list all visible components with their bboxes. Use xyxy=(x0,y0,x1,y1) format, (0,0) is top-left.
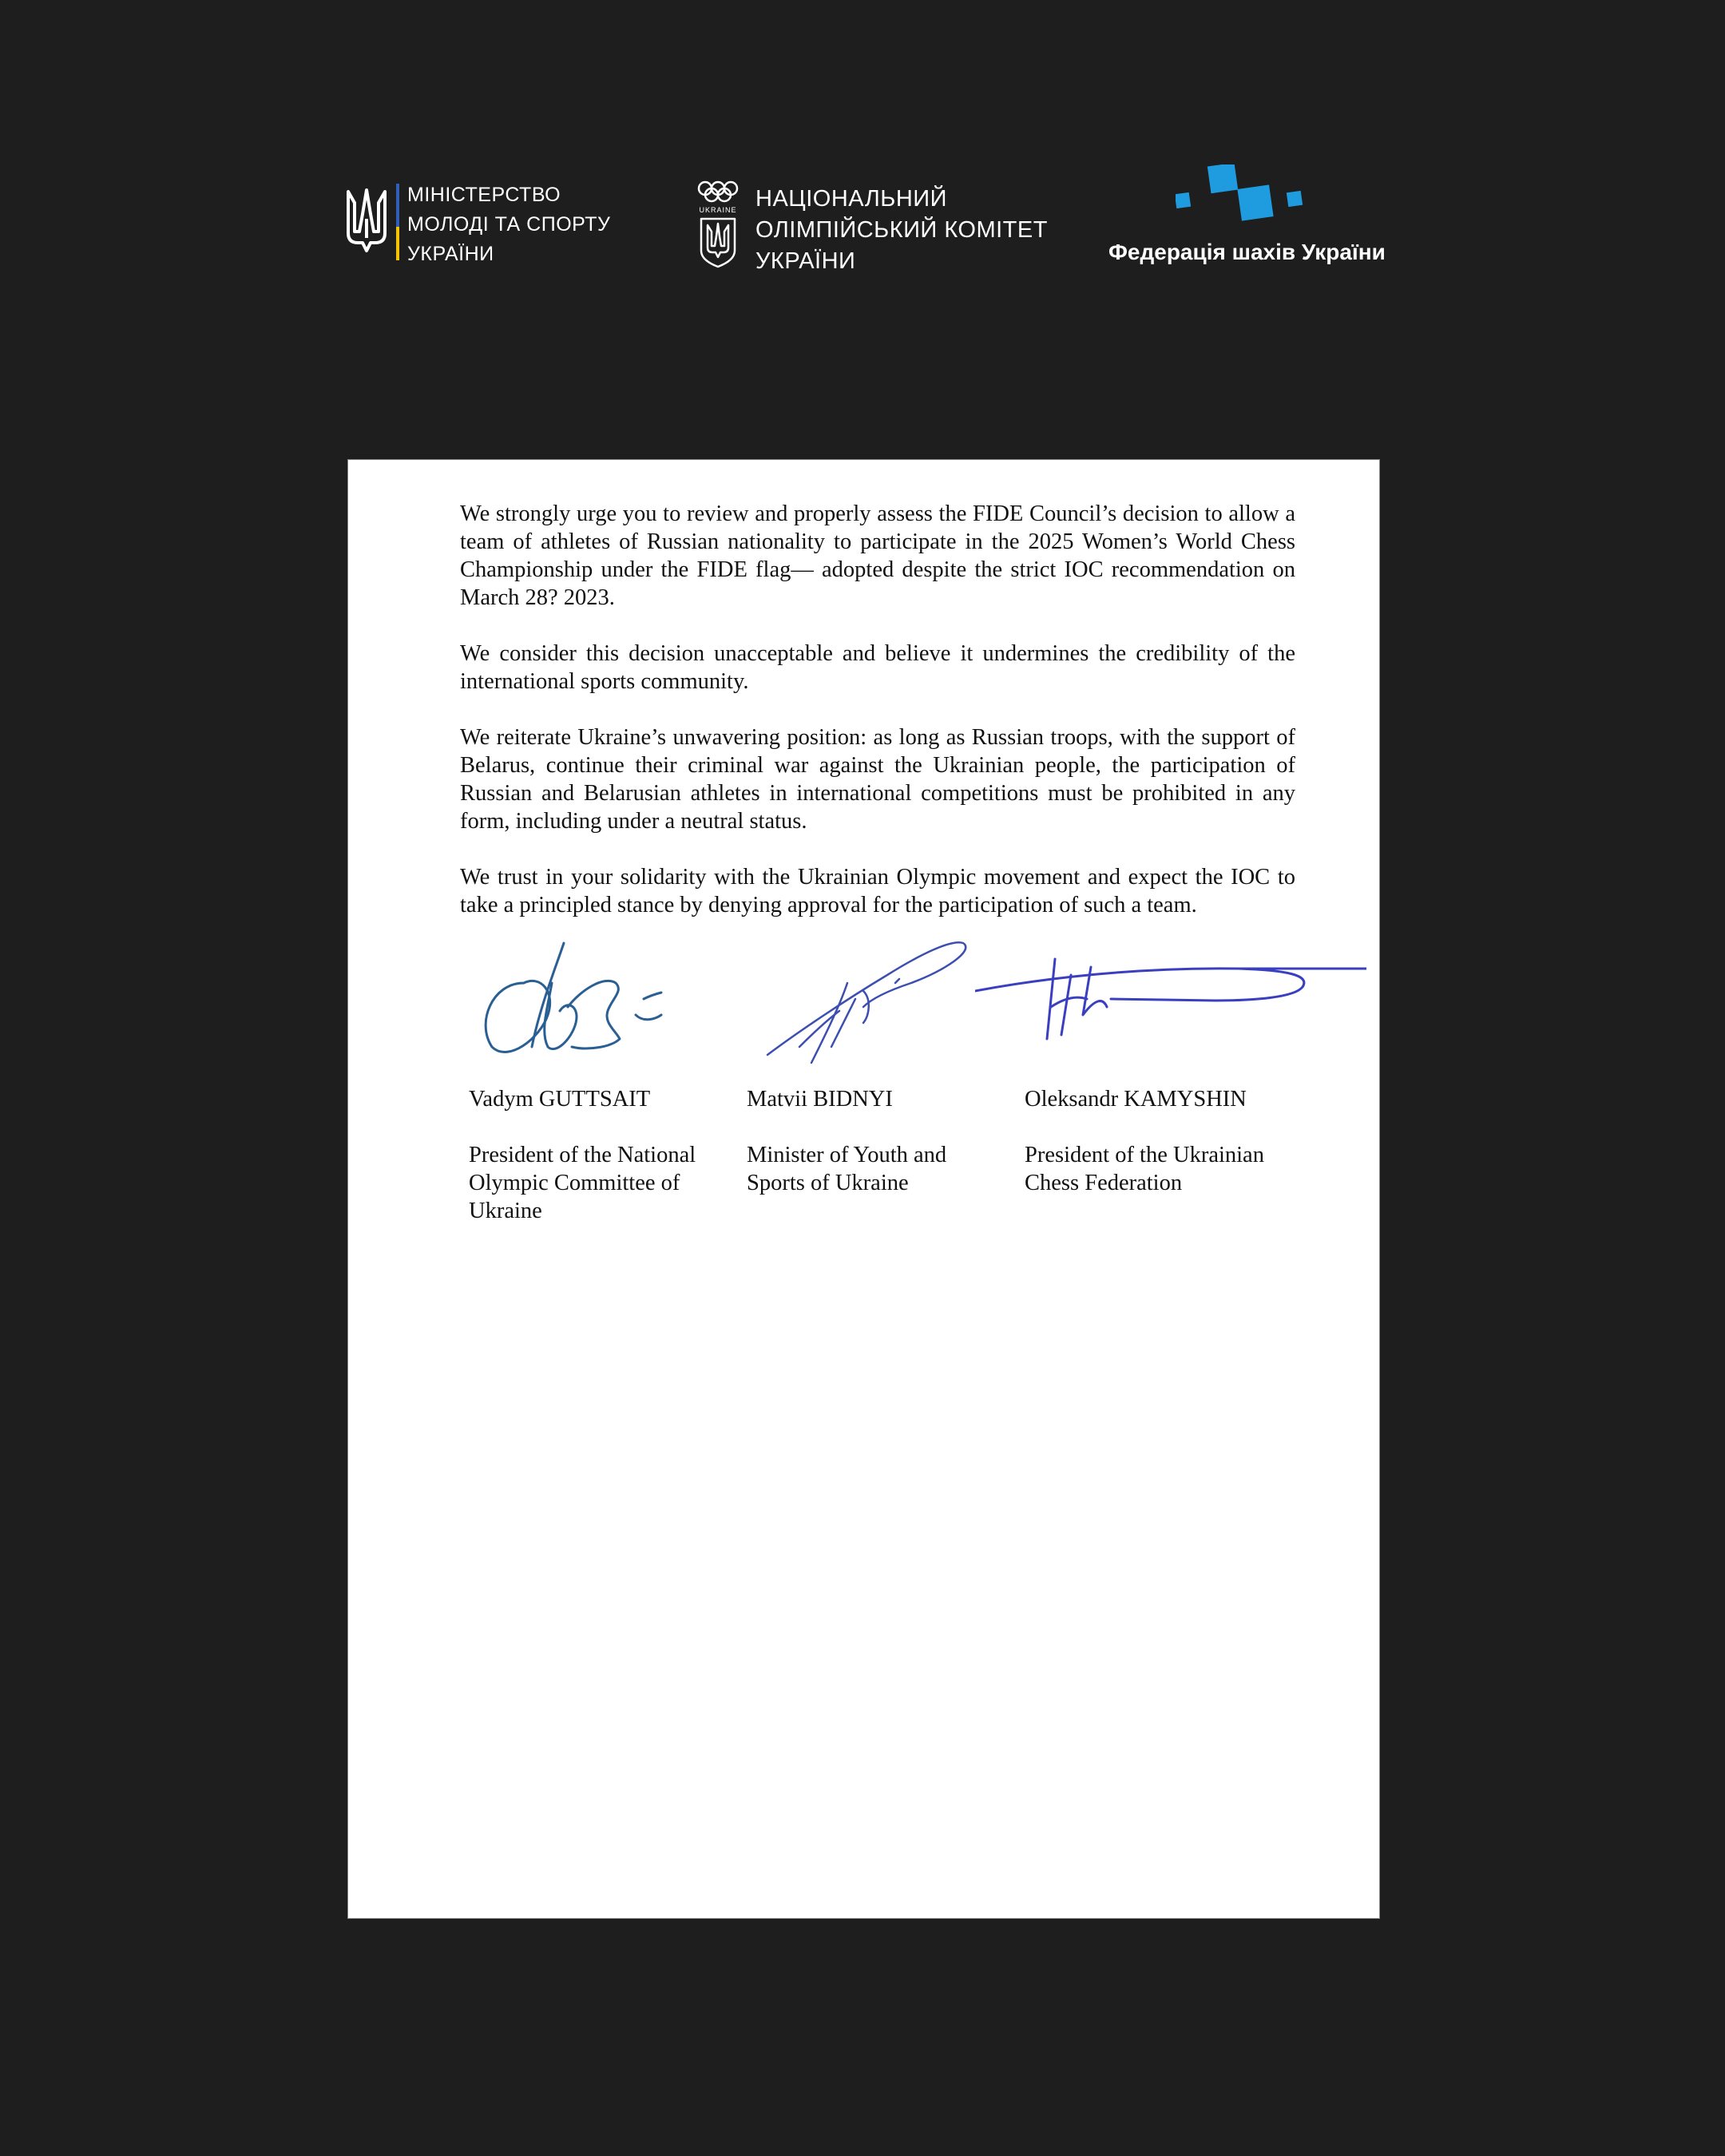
noc-name-line-2: ОЛІМПІЙСЬКИЙ КОМІТЕТ xyxy=(755,217,1048,243)
noc-name xyxy=(755,184,1048,277)
signature-guttsait xyxy=(476,935,668,1063)
trident-icon xyxy=(343,187,390,256)
chess-federation-logo xyxy=(1102,160,1390,271)
letter-paragraph-3: We reiterate Ukraine’s unwavering position: as long as Russian troops, with the support of Belarus, continue their criminal war against the Ukrainian people, the participation of Russian and Belarusian athletes in international competitions must be prohibited in any form, including under a neutral status. xyxy=(460,725,1295,834)
signatory-title: President of the Ukrainian Chess Federation xyxy=(1025,1143,1264,1195)
chess-federation-mark-icon xyxy=(1176,164,1303,228)
signatory-name: Vadym GUTTSAIT xyxy=(469,1087,651,1112)
noc-name-line-1: НАЦІОНАЛЬНИЙ xyxy=(755,186,947,212)
letter-paragraph-2: We consider this decision unacceptable and believe it undermines the credibility of the international sports community. xyxy=(460,641,1295,694)
signatory-title: Minister of Youth and Sports of Ukraine xyxy=(747,1143,947,1195)
signature-bidnyi xyxy=(751,935,991,1079)
olympic-rings-icon xyxy=(696,180,740,268)
letter-body xyxy=(460,500,1295,947)
ministry-logo xyxy=(343,180,631,268)
ministry-name-line-1: МІНІСТЕРСТВО xyxy=(407,184,561,206)
ministry-yellow-bar xyxy=(396,227,399,260)
signatory-bidnyi xyxy=(747,1085,1002,1197)
signature-kamyshin xyxy=(975,951,1366,1055)
letter-paragraph-4: We trust in your solidarity with the Ukrainian Olympic movement and expect the IOC to take a principled stance by denying approval for the participation of such a team. xyxy=(460,865,1295,917)
letter-page xyxy=(347,459,1380,1919)
svg-text:UKRAINE: UKRAINE xyxy=(699,206,737,214)
ministry-blue-bar xyxy=(396,184,399,227)
ministry-name-line-3: УКРАЇНИ xyxy=(407,243,494,265)
signatory-name: Matvii BIDNYI xyxy=(747,1087,893,1112)
noc-logo xyxy=(696,179,1048,275)
signatory-title: President of the National Olympic Committee of Ukraine xyxy=(469,1143,696,1223)
chess-federation-name: Федерація шахів України xyxy=(1108,240,1386,264)
signatory-guttsait xyxy=(469,1085,724,1225)
signatory-kamyshin xyxy=(1025,1085,1280,1197)
ministry-name-line-2: МОЛОДІ ТА СПОРТУ xyxy=(407,213,611,236)
ministry-name xyxy=(407,180,610,269)
signatory-name: Oleksandr KAMYSHIN xyxy=(1025,1087,1247,1112)
noc-name-line-3: УКРАЇНИ xyxy=(755,248,856,274)
letter-paragraph-1: We strongly urge you to review and properly assess the FIDE Council’s decision to allow a team of athletes of Russian nationality to participate in the 2025 Women’s World Chess Championship under the FIDE flag— adopted despite the strict IOC recommendation on March 28? 2023. xyxy=(460,501,1295,610)
